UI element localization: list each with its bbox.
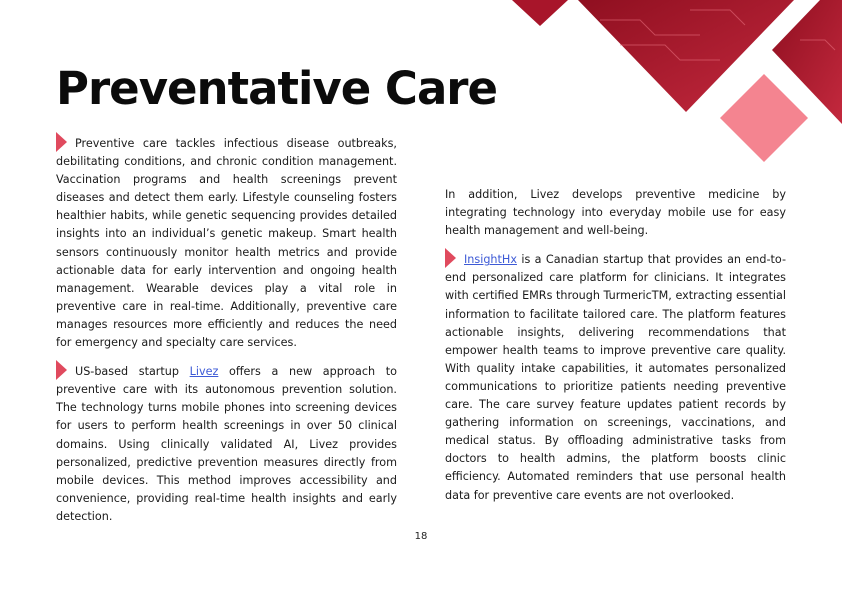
paragraph [445, 248, 786, 504]
pink-diamond [720, 74, 808, 162]
small-red-triangle [512, 0, 568, 26]
paragraph-text: US-based startup [75, 365, 190, 379]
circuit-line [620, 45, 720, 60]
paragraph [56, 360, 397, 526]
insighthx-link[interactable]: InsightHx [464, 253, 517, 267]
circuit-line [800, 40, 835, 50]
large-red-triangle [578, 0, 794, 112]
circuit-line [690, 10, 745, 25]
paragraph [445, 186, 786, 240]
paragraph-text: offers a new approach to preventive care with its autonomous prevention solution. The technology turns mobile phones into screening devices for users to perform health screenings in over 50 clinical domains. Using clinically validated AI, Livez provides personalized, predictive prevention measures directly from mobile devices. This method improves accessibility and convenience, providing real-time health insights and early detection. [56, 365, 397, 523]
page-title: Preventative Care [56, 62, 498, 115]
triangle-marker-icon [445, 248, 456, 268]
paragraph-text: is a Canadian startup that provides an end-to-end personalized care platform for clinicians. It integrates with certified EMRs through TurmericTM, extracting essential information to facilitate tailored care. The platform features actionable insights, delivering recommendations that empower health teams to improve preventive care quality. With quality intake capabilities, it automates personalized communications to prioritize patients needing preventive care. The care survey feature updates patient records by gathering information on screenings, vaccinations, and medical status. By offloading administrative tasks from doctors to health admins, the platform boosts clinic efficiency. Automated reminders that use personal health data for preventive care events are not overlooked. [445, 253, 786, 502]
page-number: 18 [414, 531, 428, 542]
paragraph-text: Preventive care tackles infectious disease outbreaks, debilitating conditions, and chronic condition management. Vaccination programs and health screenings prevent diseases and detect them early. Lifestyle counseling fosters healthier habits, while genetic sequencing provides detailed insights into an individual’s genetic makeup. Smart health sensors continuously monitor health metrics and provide actionable data for early intervention and ongoing health management. Wearable devices play a vital role in preventive care in real-time. Additionally, preventive care manages resources more efficiently and reduces the need for emergency and specialty care services. [56, 137, 397, 350]
paragraph-text: In addition, Livez develops preventive medicine by integrating technology into everyday mobile use for easy health management and well-being. [445, 188, 786, 238]
triangle-marker-icon [56, 132, 67, 152]
right-column [445, 186, 786, 513]
left-column [56, 132, 397, 534]
paragraph [56, 132, 397, 352]
right-red-shape [772, 0, 842, 124]
triangle-marker-icon [56, 360, 67, 380]
livez-link[interactable]: Livez [189, 365, 219, 379]
circuit-line [600, 20, 700, 35]
